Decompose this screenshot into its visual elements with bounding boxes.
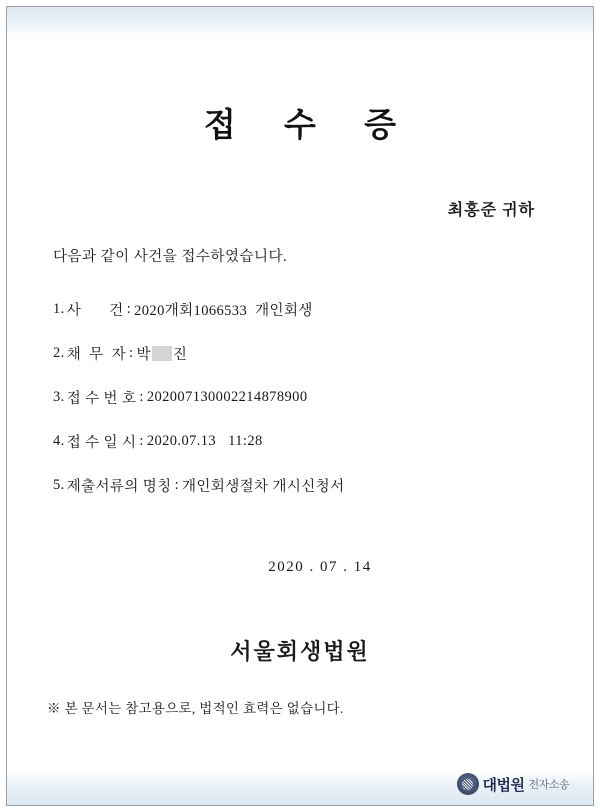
list-item xyxy=(53,299,553,320)
item-separator: : xyxy=(174,477,179,493)
court-name: 서울회생법원 xyxy=(230,639,370,664)
item-separator: : xyxy=(139,433,144,449)
logo-main-text: 대법원 xyxy=(482,776,525,794)
top-color-band xyxy=(7,7,593,35)
item-number: 2. xyxy=(53,345,65,361)
item-value-after: 진 xyxy=(172,347,188,363)
item-number: 4. xyxy=(53,433,65,449)
addressee: 최홍준 귀하 xyxy=(447,202,535,219)
list-item xyxy=(53,431,553,452)
item-label: 제출서류의 명칭 xyxy=(66,479,172,495)
court-emblem-icon xyxy=(457,773,479,795)
list-item xyxy=(53,387,553,408)
receipt-items-list xyxy=(53,299,553,519)
item-value: 개인회생절차 개시신청서 xyxy=(182,479,345,495)
item-value: 202007130002214878900 xyxy=(146,389,308,405)
footnote: ※ 본 문서는 참고용으로, 법적인 효력은 없습니다. xyxy=(47,701,344,716)
item-label: 접 수 번 호 xyxy=(66,391,137,407)
item-number: 5. xyxy=(53,477,65,493)
item-number: 3. xyxy=(53,389,65,405)
item-label: 사 건 xyxy=(66,303,124,319)
item-value: 2020개회1066533 개인회생 xyxy=(134,303,313,319)
intro-text: 다음과 같이 사건을 접수하였습니다. xyxy=(53,249,288,265)
page-title: 접 수 증 xyxy=(203,108,417,144)
item-number: 1. xyxy=(53,301,65,317)
item-value: 2020.07.13 11:28 xyxy=(146,433,263,449)
list-item xyxy=(53,475,553,496)
redaction-mask xyxy=(152,346,172,361)
item-separator: : xyxy=(126,301,132,317)
item-separator: : xyxy=(129,345,134,361)
logo-sub-text: 전자소송 xyxy=(528,779,569,791)
list-item xyxy=(53,343,553,364)
issue-date: 2020 . 07 . 14 xyxy=(268,559,372,575)
item-separator: : xyxy=(139,389,144,405)
document-frame xyxy=(6,6,594,806)
court-logo xyxy=(457,773,570,795)
item-label: 채 무 자 xyxy=(66,347,127,363)
item-value-before: 박 xyxy=(136,347,151,363)
item-label: 접 수 일 시 xyxy=(66,435,137,451)
